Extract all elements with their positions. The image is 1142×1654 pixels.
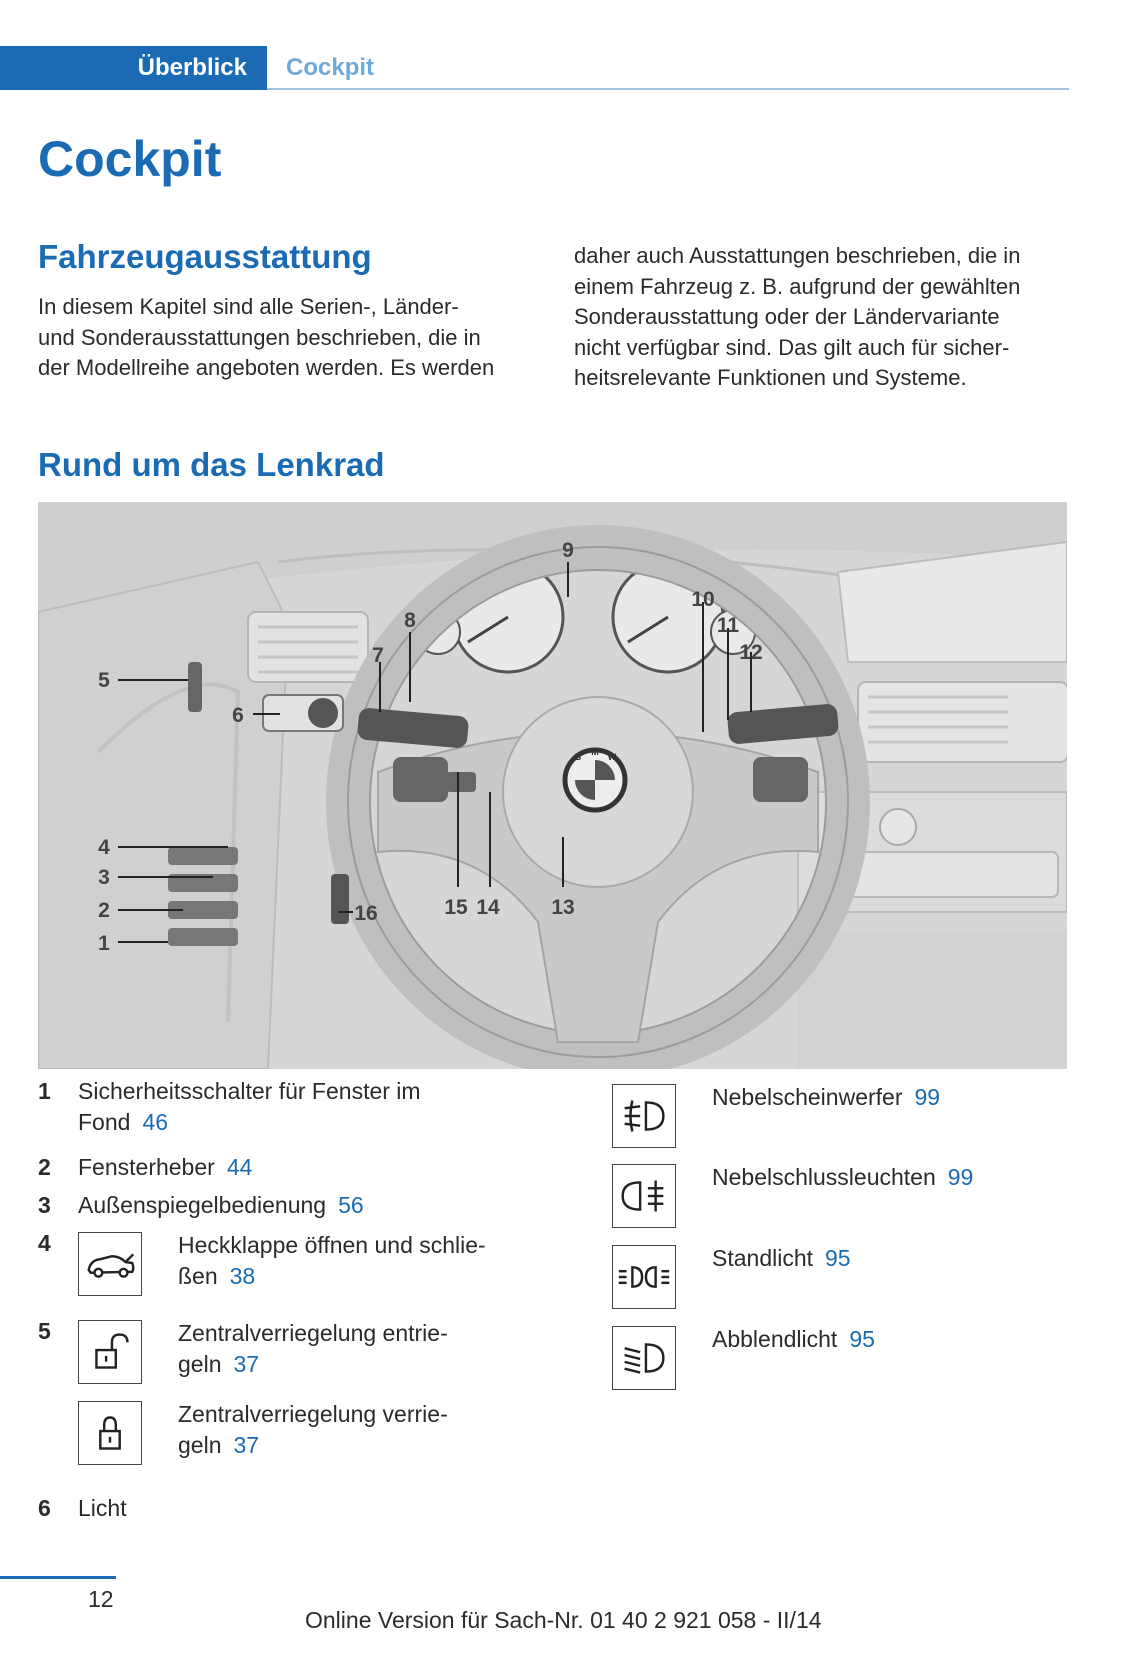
callout-5: 5 bbox=[98, 669, 110, 692]
callout-15: 15 bbox=[444, 896, 468, 919]
car-tailgate-icon bbox=[78, 1232, 142, 1296]
page-ref-link[interactable]: 46 bbox=[142, 1108, 169, 1135]
legend-text: Sicherheitsschalter für Fenster im bbox=[78, 1078, 421, 1104]
legend-text: ßen bbox=[178, 1262, 218, 1289]
logo-letter-m: M bbox=[591, 747, 599, 757]
header-rule bbox=[267, 88, 1069, 90]
page-ref-link[interactable]: 95 bbox=[849, 1326, 875, 1352]
legend-item-front-fog bbox=[712, 1082, 940, 1113]
legend-text: Licht bbox=[78, 1495, 127, 1521]
legend-item-rear-fog bbox=[712, 1162, 973, 1193]
callout-1: 1 bbox=[98, 932, 110, 955]
legend-num-4: 4 bbox=[38, 1230, 51, 1256]
legend-text: Fond bbox=[78, 1108, 131, 1135]
legend-text: Standlicht bbox=[712, 1245, 814, 1271]
front-fog-light-icon bbox=[612, 1084, 676, 1148]
steering-wheel-illustration bbox=[38, 502, 1067, 1069]
legend-num-5: 5 bbox=[38, 1318, 51, 1344]
legend-item-5b bbox=[178, 1399, 448, 1460]
text-line: nicht verfügbar sind. Das gilt auch für sicher- bbox=[574, 334, 1010, 360]
logo-letter-b: B bbox=[574, 752, 582, 762]
callout-8: 8 bbox=[404, 609, 416, 632]
legend-item-4 bbox=[178, 1230, 486, 1291]
footer-note: Online Version für Sach-Nr. 01 40 2 921 058 - II/14 bbox=[305, 1607, 822, 1633]
section-heading-steering-wheel: Rund um das Lenkrad bbox=[38, 446, 385, 483]
parking-light-icon bbox=[612, 1245, 676, 1309]
legend-text: Zentralverriegelung entrie- bbox=[178, 1320, 448, 1346]
lock-icon bbox=[78, 1401, 142, 1465]
page-ref-link[interactable]: 95 bbox=[825, 1245, 851, 1271]
page-ref-link[interactable]: 99 bbox=[914, 1084, 941, 1110]
legend-num-1: 1 bbox=[38, 1078, 51, 1104]
page-ref-link[interactable]: 44 bbox=[226, 1154, 253, 1180]
legend-text: Nebelscheinwerfer bbox=[712, 1084, 903, 1110]
legend-item-2 bbox=[78, 1152, 252, 1183]
callout-11: 11 bbox=[716, 614, 740, 637]
legend-num-3: 3 bbox=[38, 1192, 51, 1218]
page-title: Cockpit bbox=[38, 131, 222, 187]
low-beam-icon bbox=[612, 1326, 676, 1390]
page-ref-link[interactable]: 37 bbox=[233, 1431, 260, 1458]
legend-item-5a bbox=[178, 1318, 448, 1379]
callout-2: 2 bbox=[98, 899, 110, 922]
callout-13: 13 bbox=[551, 896, 575, 919]
page-ref-link[interactable]: 99 bbox=[947, 1164, 974, 1190]
text-line: daher auch Ausstattungen beschrieben, die in bbox=[574, 243, 1021, 268]
legend-text: Nebelschlussleuchten bbox=[712, 1164, 936, 1190]
intro-paragraph-col2 bbox=[574, 241, 1020, 394]
legend-text: Fensterheber bbox=[78, 1154, 215, 1180]
callout-7: 7 bbox=[372, 644, 384, 667]
legend-text: geln bbox=[178, 1431, 222, 1458]
text-line: heitsrelevante Funktionen und Systeme. bbox=[574, 365, 967, 390]
legend-num-6: 6 bbox=[38, 1495, 51, 1521]
text-line: und Sonderausstattungen beschrieben, die in bbox=[38, 324, 481, 350]
header-tab-overview[interactable]: Überblick bbox=[0, 46, 267, 90]
legend-text: Außenspiegelbedienung bbox=[78, 1192, 327, 1218]
intro-paragraph-col1 bbox=[38, 292, 494, 384]
callout-10: 10 bbox=[691, 588, 715, 611]
page-header bbox=[0, 46, 1069, 90]
legend-item-low-beam bbox=[712, 1324, 875, 1355]
callout-6: 6 bbox=[232, 704, 244, 727]
section-heading-equipment: Fahrzeugausstattung bbox=[38, 238, 372, 275]
text-line: Sonderausstattung oder der Ländervariante bbox=[574, 304, 1000, 329]
page-number: 12 bbox=[88, 1586, 114, 1612]
callout-3: 3 bbox=[98, 866, 110, 889]
callout-4: 4 bbox=[98, 836, 110, 859]
legend-text: Heckklappe öffnen und schlie- bbox=[178, 1232, 486, 1258]
legend-item-6 bbox=[78, 1493, 127, 1524]
legend-text: Zentralverriegelung verrie- bbox=[178, 1401, 448, 1427]
logo-letter-w: W bbox=[607, 752, 617, 762]
callout-16: 16 bbox=[354, 902, 378, 925]
callout-12: 12 bbox=[739, 641, 763, 664]
text-line: einem Fahrzeug z. B. aufgrund der gewählten bbox=[574, 273, 1021, 299]
rear-fog-light-icon bbox=[612, 1164, 676, 1228]
legend-num-2: 2 bbox=[38, 1154, 51, 1180]
page-ref-link[interactable]: 38 bbox=[229, 1262, 256, 1289]
page-ref-link[interactable]: 56 bbox=[338, 1192, 364, 1218]
footer-rule bbox=[0, 1576, 116, 1579]
callout-9: 9 bbox=[562, 539, 574, 562]
cockpit-drawing bbox=[38, 502, 1067, 1069]
header-tab-cockpit[interactable]: Cockpit bbox=[286, 54, 375, 81]
legend-item-parking-light bbox=[712, 1243, 851, 1274]
legend-item-3 bbox=[78, 1190, 364, 1221]
unlock-icon bbox=[78, 1320, 142, 1384]
text-line: der Modellreihe angeboten werden. Es werden bbox=[38, 355, 495, 380]
legend-item-1 bbox=[78, 1076, 421, 1137]
callout-14: 14 bbox=[476, 896, 500, 919]
page-ref-link[interactable]: 37 bbox=[233, 1350, 260, 1377]
text-line: In diesem Kapitel sind alle Serien-, Länder- bbox=[38, 294, 459, 319]
legend-text: Abblendlicht bbox=[712, 1326, 838, 1352]
legend-text: geln bbox=[178, 1350, 222, 1377]
